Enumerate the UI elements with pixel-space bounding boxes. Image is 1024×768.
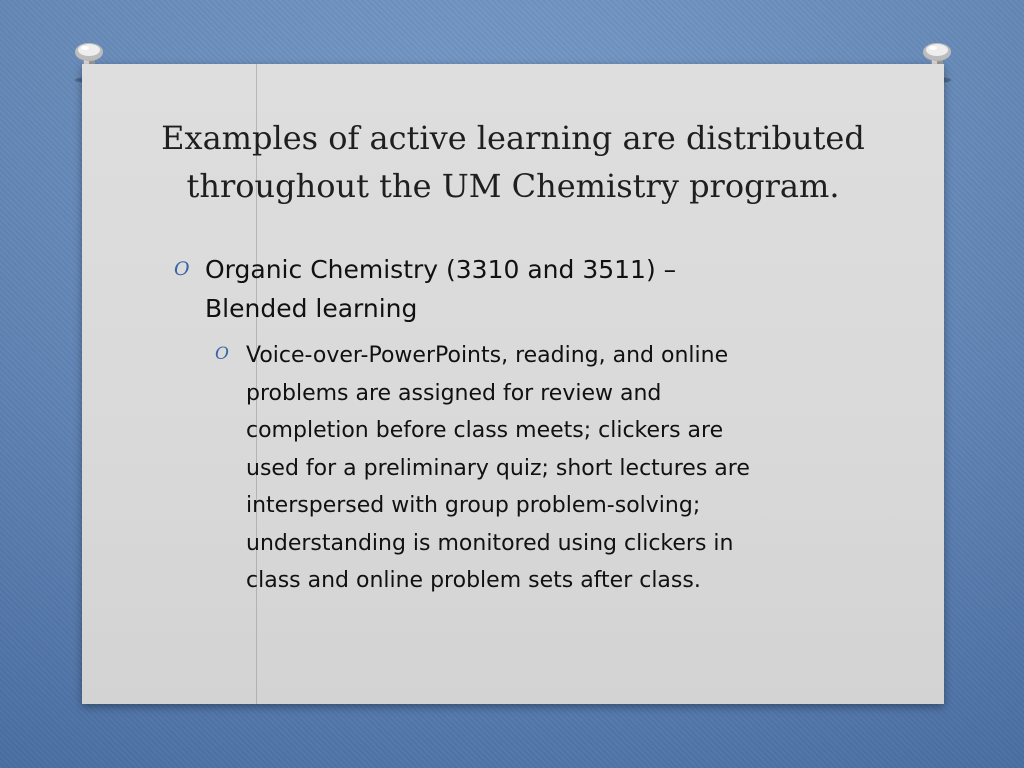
sub-bullet-text-line: Voice-over-PowerPoints, reading, and online <box>246 343 729 368</box>
slide-title-line: Examples of active learning are distributed <box>161 119 865 157</box>
bullet-text-line: Blended learning <box>205 294 418 323</box>
bullet-text <box>205 250 814 328</box>
sub-bullet-text-line: interspersed with group problem-solving; <box>246 493 701 518</box>
sub-bullet-text-line: class and online problem sets after class. <box>246 568 701 593</box>
bullet-text-line: Organic Chemistry (3310 and 3511) – <box>205 255 677 284</box>
bullet-marker-icon: O <box>174 258 190 280</box>
sub-bullet-text <box>246 337 855 600</box>
slide-title-line: throughout the UM Chemistry program. <box>186 167 840 205</box>
sub-bullet-text-line: completion before class meets; clickers are <box>246 418 724 443</box>
slide-panel <box>82 64 944 704</box>
bullet-marker-icon: O <box>215 344 229 364</box>
sub-bullet-item <box>215 337 855 600</box>
sub-bullet-text-line: understanding is monitored using clickers in <box>246 530 734 556</box>
sub-bullet-text-line: used for a preliminary quiz; short lectures are <box>246 455 750 481</box>
bullet-item <box>174 250 814 328</box>
slide-title <box>82 114 944 210</box>
sub-bullet-text-line: problems are assigned for review and <box>246 380 662 406</box>
